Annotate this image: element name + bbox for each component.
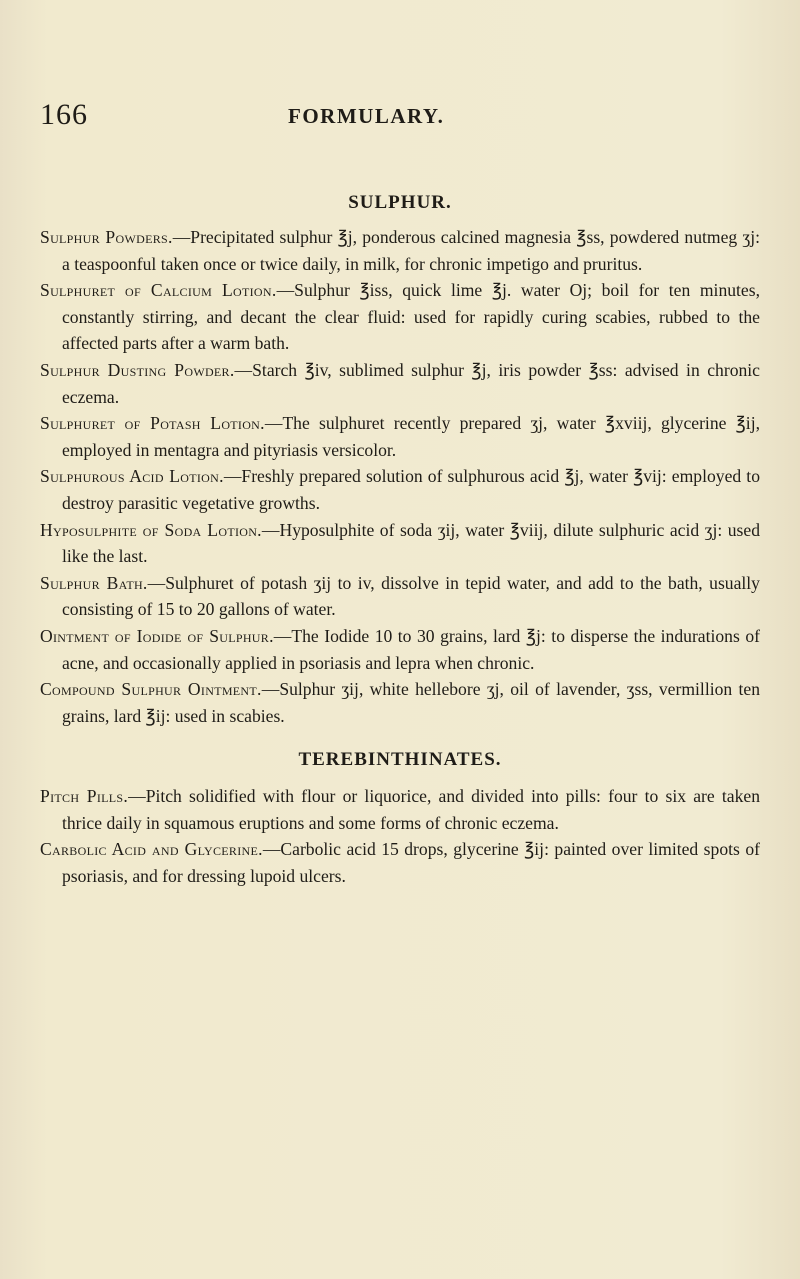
- formula-text: —Sulphuret of potash ʒij to iv, dissolve in tepid water, and add to the bath, usually consisting of 15 to 20 gallons of water.: [62, 572, 760, 620]
- section-title: TEREBINTHINATES.: [298, 749, 502, 771]
- formula-entry: [40, 570, 760, 623]
- formula-entry: [40, 623, 760, 676]
- formula-entry: [40, 410, 760, 463]
- formula-entry: [40, 836, 760, 889]
- formula-name: Sulphur Dusting Powder.: [40, 359, 235, 380]
- formula-text: —The sulphuret recently prepared ʒj, water ℥xviij, glycerine ℥ij, employed in mentagra and pityriasis versicolor.: [62, 413, 760, 460]
- formula-name: Sulphuret of Calcium Lotion.: [40, 280, 277, 301]
- formula-entry: [40, 357, 760, 410]
- formula-text: —Carbolic acid 15 drops, glycerine ℥ij: painted over limited spots of psoriasis, and for dressing lupoid ulcers.: [62, 839, 760, 887]
- formula-entry: [40, 277, 760, 357]
- formula-name: Sulphurous Acid Lotion.: [40, 466, 224, 487]
- formula-text: —Precipitated sulphur ℥j, ponderous calcined magnesia ℥ss, powdered nutmeg ʒj: a teaspoonful taken once or twice daily, in milk, for chronic impetigo and pruritus.: [62, 227, 760, 274]
- section-terebinthinates: [40, 747, 760, 889]
- formula-text: —Hyposulphite of soda ʒij, water ℥viij, dilute sulphuric acid ʒj: used like the last.: [62, 519, 760, 567]
- formula-text: —The Iodide 10 to 30 grains, lard ℥j: to disperse the indurations of acne, and occasionally applied in psoriasis and lepra when chronic.: [62, 625, 760, 673]
- running-head: FORMULARY.: [288, 104, 445, 128]
- formula-entry: [40, 783, 760, 836]
- formula-name: Hyposulphite of Soda Lotion.: [40, 519, 262, 540]
- formula-entry: [40, 517, 760, 570]
- formula-text: —Sulphur ℥iss, quick lime ℥j. water Oj; boil for ten minutes, constantly stirring, and decant the clear fluid: used for rapidly curing scabies, rubbed to the affected parts after a warm bath.: [62, 280, 760, 354]
- formula-entry: [40, 676, 760, 729]
- page-number: 166: [40, 98, 88, 131]
- formula-entry: [40, 463, 760, 516]
- formula-name: Sulphuret of Potash Lotion.: [40, 413, 265, 434]
- formula-entry: [40, 224, 760, 277]
- section-sulphur: [40, 190, 760, 729]
- formula-name: Compound Sulphur Ointment.: [40, 679, 262, 700]
- formula-text: —Sulphur ʒij, white hellebore ʒj, oil of lavender, ʒss, vermillion ten grains, lard ℥ij: used in scabies.: [62, 679, 760, 726]
- formula-text: —Starch ℥iv, sublimed sulphur ℥j, iris powder ℥ss: advised in chronic eczema.: [62, 359, 760, 407]
- formula-name: Ointment of Iodide of Sulphur.: [40, 625, 274, 646]
- page-header: [0, 98, 800, 138]
- formula-name: Sulphur Bath.: [40, 572, 148, 593]
- formula-text: —Pitch solidified with flour or liquorice, and divided into pills: four to six are taken thrice daily in squamous eruptions and some forms of chronic eczema.: [62, 786, 760, 833]
- formula-name: Pitch Pills.: [40, 786, 129, 807]
- formula-text: —Freshly prepared solution of sulphurous acid ℥j, water ℥vij: employed to destroy parasitic vegetative growths.: [62, 466, 760, 513]
- page-body: [40, 190, 760, 890]
- section-title: SULPHUR.: [348, 192, 452, 213]
- formula-name: Sulphur Powders.: [40, 227, 173, 247]
- formula-name: Carbolic Acid and Glycerine.: [40, 839, 263, 860]
